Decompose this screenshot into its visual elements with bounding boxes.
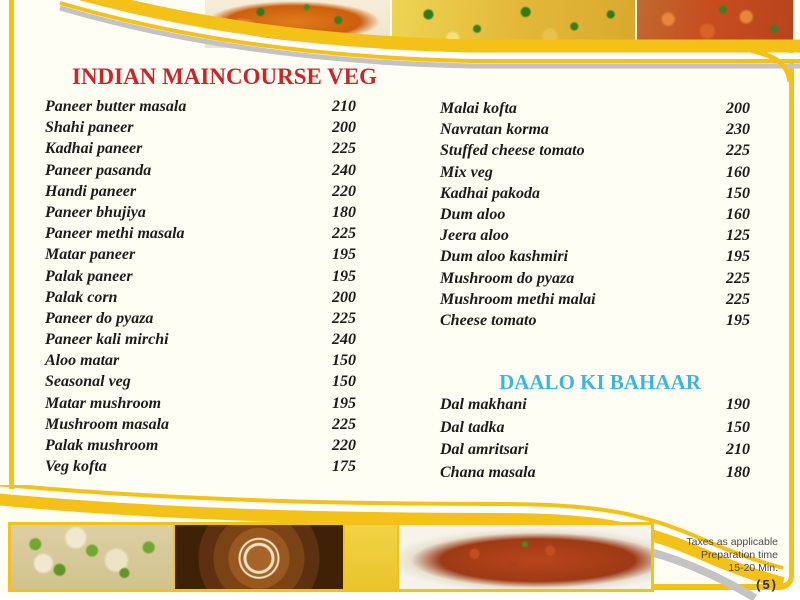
veg-left-column (45, 98, 356, 479)
dish-name: Malai kofta (440, 100, 517, 117)
dish-price: 190 (726, 396, 750, 413)
menu-item-row (45, 437, 356, 458)
dish-name: Dal tadka (440, 418, 505, 436)
dish-name: Mushroom do pyaza (440, 269, 575, 287)
dish-name: Matar mushroom (45, 394, 162, 412)
menu-item-row (440, 312, 750, 333)
menu-item-row (45, 225, 356, 246)
menu-item-row (45, 352, 356, 373)
dish-name: Mushroom methi malai (440, 290, 596, 308)
menu-item-row (440, 227, 750, 248)
dish-name: Paneer kali mirchi (45, 331, 169, 349)
dal-makhani-photo (175, 525, 343, 589)
dish-name: Chana masala (440, 463, 536, 481)
dish-name: Matar paneer (45, 246, 136, 264)
dish-price: 240 (332, 161, 356, 179)
dish-price: 210 (726, 441, 750, 459)
menu-item-row (440, 248, 750, 269)
menu-item-row (45, 458, 356, 479)
menu-item-row (440, 291, 750, 312)
dish-name: Jeera aloo (440, 227, 509, 245)
dish-price: 225 (332, 140, 356, 158)
dish-price: 195 (726, 248, 750, 266)
dish-price: 200 (332, 288, 356, 306)
dish-price: 220 (332, 437, 356, 454)
dish-price: 210 (332, 98, 356, 115)
menu-item-row (440, 441, 750, 464)
paneer-curry-bowl-photo (205, 0, 390, 48)
menu-item-row (45, 395, 356, 416)
dish-price: 225 (332, 309, 356, 327)
dish-price: 240 (332, 331, 356, 349)
dish-price: 195 (726, 311, 750, 329)
menu-item-row (45, 268, 356, 289)
dish-price: 160 (726, 205, 750, 223)
dish-name: Aloo matar (45, 352, 120, 370)
top-photo-strip (205, 0, 793, 48)
dish-name: Paneer bhujiya (45, 203, 146, 221)
menu-item-row (440, 164, 750, 185)
dish-name: Paneer pasanda (45, 161, 152, 179)
taxes-note: Taxes as applicable (686, 536, 778, 548)
dish-price: 225 (726, 290, 750, 308)
dish-name: Cheese tomato (440, 311, 537, 329)
menu-item-row (45, 373, 356, 394)
menu-item-row (45, 416, 356, 437)
preparation-note: Preparation time (700, 549, 778, 561)
menu-item-row (45, 204, 356, 225)
dish-price: 150 (332, 373, 356, 391)
dish-price: 180 (726, 463, 750, 481)
dish-price: 230 (726, 121, 750, 139)
dish-name: Kadhai pakoda (440, 184, 541, 202)
menu-item-row (440, 206, 750, 227)
menu-item-row (440, 396, 750, 419)
bottom-photo-strip (8, 522, 654, 592)
menu-item-row (440, 464, 750, 487)
matar-mushroom-photo (11, 525, 173, 589)
dish-price: 150 (726, 418, 750, 436)
carrot-sabzi-photo (637, 0, 793, 48)
menu-item-row (45, 183, 356, 204)
menu-item-row (440, 121, 750, 142)
dish-price: 195 (332, 267, 356, 285)
dish-price: 195 (332, 394, 356, 412)
dish-price: 180 (332, 203, 356, 221)
menu-item-row (440, 419, 750, 442)
dish-name: Mix veg (440, 163, 493, 181)
veg-right-column (440, 100, 750, 333)
section-title-veg: INDIAN MAINCOURSE VEG (72, 64, 377, 89)
bottom-margin (0, 592, 800, 600)
menu-item-row (45, 289, 356, 310)
dish-name: Paneer do pyaza (45, 309, 154, 327)
dish-price: 220 (332, 182, 356, 200)
dish-name: Navratan korma (440, 121, 549, 139)
dish-price: 200 (726, 100, 750, 117)
dish-name: Palak paneer (45, 267, 133, 285)
dish-name: Paneer butter masala (45, 98, 187, 115)
dish-name: Dal makhani (440, 396, 527, 413)
dish-name: Kadhai paneer (45, 140, 143, 158)
dish-price: 150 (726, 184, 750, 202)
dish-price: 160 (726, 163, 750, 181)
dish-price: 225 (726, 269, 750, 287)
dish-price: 125 (726, 227, 750, 245)
dish-name: Veg kofta (45, 458, 107, 476)
dish-name: Dal amritsari (440, 441, 529, 459)
dish-name: Mushroom masala (45, 415, 170, 433)
dish-name: Paneer methi masala (45, 225, 185, 243)
menu-item-row (45, 310, 356, 331)
menu-item-row (440, 142, 750, 163)
dal-column (440, 396, 750, 486)
footer-note (608, 536, 778, 592)
dish-name: Stuffed cheese tomato (440, 142, 585, 160)
menu-item-row (440, 185, 750, 206)
dish-name: Dum aloo kashmiri (440, 248, 569, 266)
dish-name: Seasonal veg (45, 373, 131, 391)
menu-item-row (45, 140, 356, 161)
page-number: (5) (756, 577, 778, 592)
dish-price: 175 (332, 458, 356, 476)
section-title-dal: DAALO KI BAHAAR (499, 370, 701, 394)
left-border-stripe (9, 0, 14, 502)
dish-name: Dum aloo (440, 205, 506, 223)
veg-pulao-photo (392, 0, 635, 48)
dish-price: 225 (332, 415, 356, 433)
dish-name: Palak mushroom (45, 437, 159, 454)
yellow-spacer (345, 525, 397, 589)
dish-price: 225 (332, 225, 356, 243)
menu-item-row (45, 98, 356, 119)
menu-item-row (45, 119, 356, 140)
dish-price: 225 (726, 142, 750, 160)
dish-name: Palak corn (45, 288, 118, 306)
menu-item-row (45, 162, 356, 183)
dish-price: 200 (332, 119, 356, 137)
menu-item-row (45, 246, 356, 267)
dish-name: Shahi paneer (45, 119, 134, 137)
menu-item-row (45, 331, 356, 352)
dish-name: Handi paneer (45, 182, 137, 200)
time-note: 15-20 Min. (728, 562, 778, 574)
dish-price: 150 (332, 352, 356, 370)
menu-item-row (440, 100, 750, 121)
dish-price: 195 (332, 246, 356, 264)
menu-item-row (440, 270, 750, 291)
